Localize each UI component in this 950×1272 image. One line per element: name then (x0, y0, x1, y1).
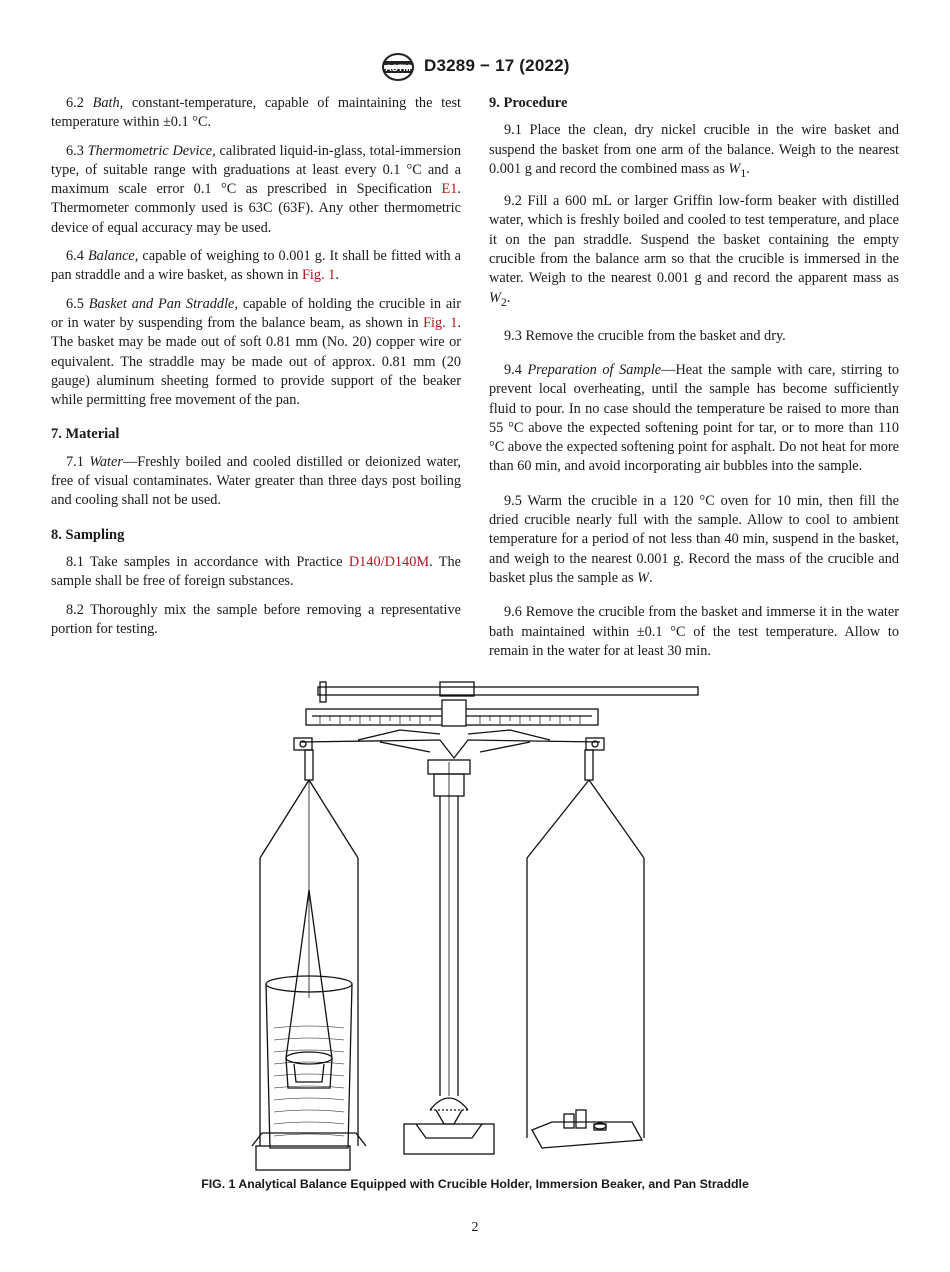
section-8-1: 8.1 Take samples in accordance with Practice D140/D140M. The sample shall be free of foreign substances. (51, 553, 461, 590)
section-9-3: 9.3 Remove the crucible from the basket and dry. (504, 327, 786, 344)
beam-rider-bar (318, 682, 698, 702)
right-pan-weights (532, 1110, 642, 1148)
heading-material: 7. Material (51, 426, 120, 443)
section-7-1: 7.1 Water—Freshly boiled and cooled distilled or deionized water, free of visual contaminates. Water greater than three days post boiling and cooling shall not be used. (51, 453, 461, 509)
balance-beam-arms (294, 730, 604, 758)
section-6-4: 6.4 Balance, capable of weighing to 0.001 g. It shall be fitted with a pan straddle and a wire basket, as shown in Fig. 1. (51, 248, 461, 284)
heading-procedure: 9. Procedure (489, 95, 568, 111)
section-9-2: 9.2 Fill a 600 mL or larger Griffin low-form beaker with distilled water, which is freshly boiled and cooled to test temperature, and place it on the pan straddle. Suspend the basket containing the empty crucible from the balance arm so that the crucible is immersed in the water. Weigh to the nearest 0.001 g and record the apparent mass as $W_2$. (489, 193, 899, 309)
left-column (51, 94, 461, 648)
document-id: D3289 − 17 (2022) (424, 56, 570, 75)
section-9-1: 9.1 Place the clean, dry nickel crucible in the wire basket and suspend the basket from one arm of the balance. Weigh to the nearest 0.001 g and record the combined mass as $W_1$. (489, 122, 899, 180)
section-8-2: 8.2 Thoroughly mix the sample before removing a representative portion for testing. (51, 601, 461, 637)
graduated-beam (306, 700, 598, 726)
left-pan-straddle (260, 750, 358, 1146)
page-number: 2 (471, 1220, 479, 1235)
section-9-4: 9.4 Preparation of Sample—Heat the sample with care, stirring to prevent local overheating, until the sample has become sufficiently fluid to pour. In no case should the temperature be raised to more than 55 °C above the expected softening point for tar, or to more than 110 °C above the expected softening point for asphalt. Do not heat for more than 60 min, and avoid incorporating air bubbles into the sample. (489, 361, 899, 475)
balance-base (404, 1124, 494, 1154)
astm-logo-icon (380, 52, 416, 82)
section-9-5: 9.5 Warm the crucible in a 120 °C oven for 10 min, then fill the dried crucible nearly full with the sample. Allow to cool to ambient temperature for a period of not less than 40 min, suspend in the basket, and weigh to the nearest 0.001 g. Record the mass of the crucible and basket plus the sample as W. (489, 492, 899, 586)
link-fig-1[interactable]: Fig. 1 (301, 267, 336, 284)
link-e1[interactable]: E1 (441, 181, 458, 198)
balance-column (428, 760, 470, 1124)
section-6-5: 6.5 Basket and Pan Straddle, capable of holding the crucible in air or in water by suspending from the balance beam, as shown in Fig. 1. The basket may be made out of soft 0.81 mm (No. 20) copper wire or equivalent. The straddle may be made out of approx. 0.81 mm (20 gauge) aluminum sheeting formed to provide support of the beaker while permitting free movement of the pan. (51, 295, 462, 409)
page-header (0, 48, 950, 88)
section-9-6: 9.6 Remove the crucible from the basket and immerse it in the water bath maintained within ±0.1 °C of the test temperature. Allow to remain in the water for at least 30 min. (489, 604, 899, 659)
link-d140[interactable]: D140/D140M (348, 553, 430, 570)
link-fig-1[interactable]: Fig. 1 (423, 314, 458, 331)
svg-text:ASTM: ASTM (385, 63, 411, 73)
figure-caption: FIG. 1 Analytical Balance Equipped with Crucible Holder, Immersion Beaker, and Pan Straddle (201, 1177, 749, 1191)
heading-sampling: 8. Sampling (51, 526, 125, 543)
section-6-3: 6.3 Thermometric Device, calibrated liquid-in-glass, total-immersion type, of suitable range with graduations at least every 0.1 °C and a maximum scale error 0.1 °C as prescribed in Specification E1. Thermometer commonly used is 63C (63F). Any other thermometric device of equal accuracy may be used. (51, 142, 461, 236)
balance-figure (240, 678, 710, 1176)
section-6-2: 6.2 Bath, constant-temperature, capable of maintaining the test temperature within ±0.1 °C. (51, 95, 461, 131)
left-base-block (252, 1133, 366, 1170)
right-pan-straddle (527, 750, 644, 1138)
right-column (489, 94, 899, 670)
